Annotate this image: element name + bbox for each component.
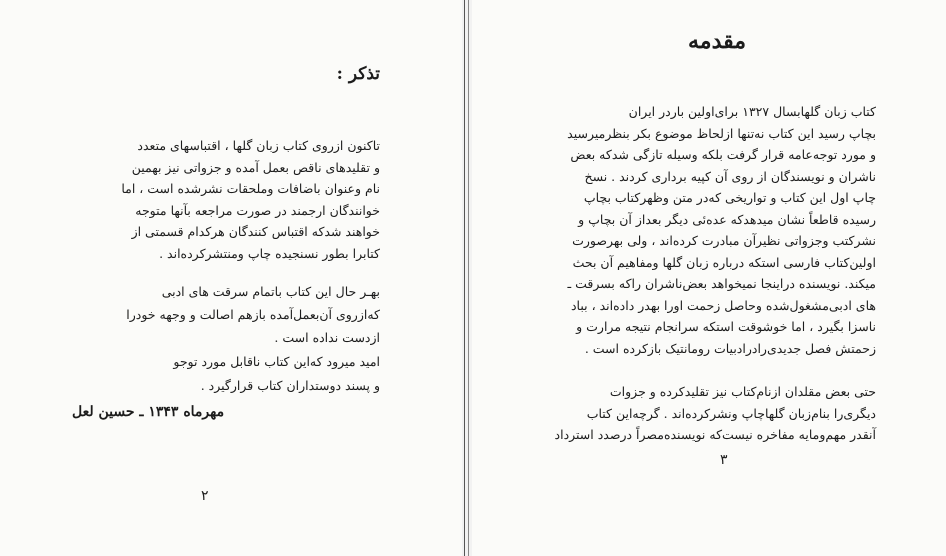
text-line: و مورد توجه‌عامه قرار گرفت بلکه وسیله تازگی شدکه بعض bbox=[570, 147, 876, 162]
text-line: اولین‌کتاب فارسی استکه درباره زبان گلها ومفاهیم آن بحث bbox=[572, 254, 876, 270]
text-line: که‌ازروی آن‌بعمل‌آمده بازهم اصالت و وجهه خودرا bbox=[126, 307, 380, 322]
book-gutter bbox=[462, 0, 472, 556]
text-line: رسیده قاطعاً نشان میدهدکه عده‌ئی دیگر بعداز آن بچاپ و bbox=[578, 211, 876, 227]
right-paragraph-1 bbox=[548, 101, 876, 359]
text-line: چاپ اول این کتاب و تواریخی که‌در متن وظهرکتاب بچاپ bbox=[583, 190, 876, 205]
text-line: میکند. نویسنده دراینجا نمیخواهد بعض‌ناشران راکه بسرقت ـ bbox=[567, 276, 876, 291]
text-line: کتاب زبان گلهابسال ۱۳۲۷ برای‌اولین باردر ایران bbox=[628, 104, 876, 119]
right-page-number: ۳ bbox=[720, 452, 728, 468]
text-line: ازدست نداده است . bbox=[274, 330, 380, 345]
author-signature: مهرماه ۱۳۴۳ ـ حسین لعل bbox=[72, 404, 225, 420]
text-line: امید میرود که‌این کتاب ناقابل مورد توجو bbox=[173, 354, 380, 369]
left-page-number: ۲ bbox=[201, 488, 209, 504]
text-line: کتابرا بطور نسنجیده چاپ ومنتشرکرده‌اند . bbox=[159, 245, 380, 261]
text-line: زحمتش فصل جدیدی‌رادرادبیات رومانتیک بازکرده است . bbox=[584, 340, 876, 356]
left-paragraph-3 bbox=[66, 350, 380, 398]
right-page-heading: مقدمه bbox=[688, 28, 747, 54]
text-line: خواهند شدکه اقتباس کنندگان هرکدام قسمتی از bbox=[131, 224, 380, 239]
text-line: نشرکتب وجزواتی نظیرآن مبادرت کرده‌اند ، ولی بهرصورت bbox=[572, 233, 876, 248]
text-line: های ادبی‌مشغول‌شده وحاصل زحمت اورا بهدر داده‌اند ، بباد bbox=[570, 297, 876, 313]
left-paragraph-2 bbox=[66, 280, 380, 349]
left-paragraph-1 bbox=[66, 135, 380, 264]
left-page bbox=[0, 0, 462, 556]
text-line: بهـر حال این کتاب باتمام سرقت های ادبی bbox=[161, 284, 380, 299]
gutter-line bbox=[468, 0, 469, 556]
text-line: نام وعنوان باضافات وملحقات نشرشده است ، اما bbox=[121, 181, 380, 196]
text-line: دیگری‌را بنام‌زبان گلها‌چاپ ونشرکرده‌اند . گرچه‌این کتاب bbox=[586, 405, 876, 421]
text-line: آنقدر مهم‌ومایه مفاخره نیست‌که نویسنده‌مصراً درصدد استرداد bbox=[554, 427, 876, 442]
text-line: بچاپ رسید این کتاب نه‌تنها ازلحاظ موضوع بکر بنظرمیرسید bbox=[567, 125, 876, 141]
text-line: ناشران و نویسندگان از روی آن کپیه برداری کردند . نسخ bbox=[584, 168, 876, 184]
text-line: و تقلیدهای ناقص بعمل آمده و جزواتی نیز بهمین bbox=[131, 159, 380, 175]
text-line: ناسزا بگیرد ، اما خوشوقت استکه سرانجام نتیجه مرارت و bbox=[576, 319, 876, 334]
text-line: تاکنون ازروی کتاب زبان گلها ، اقتباسهای متعدد bbox=[137, 138, 380, 153]
left-page-heading: تذکر : bbox=[336, 64, 380, 84]
right-paragraph-2 bbox=[548, 381, 876, 446]
gutter-line bbox=[464, 0, 465, 556]
text-line: خوانندگان ارجمند در صورت مراجعه بآنها متوجه bbox=[135, 202, 380, 218]
text-line: و پسند دوستداران کتاب قرارگیرد . bbox=[200, 378, 380, 393]
text-line: حتی بعض مقلدان ازنام‌کتاب نیز تقلیدکرده و جزوات bbox=[609, 384, 876, 399]
